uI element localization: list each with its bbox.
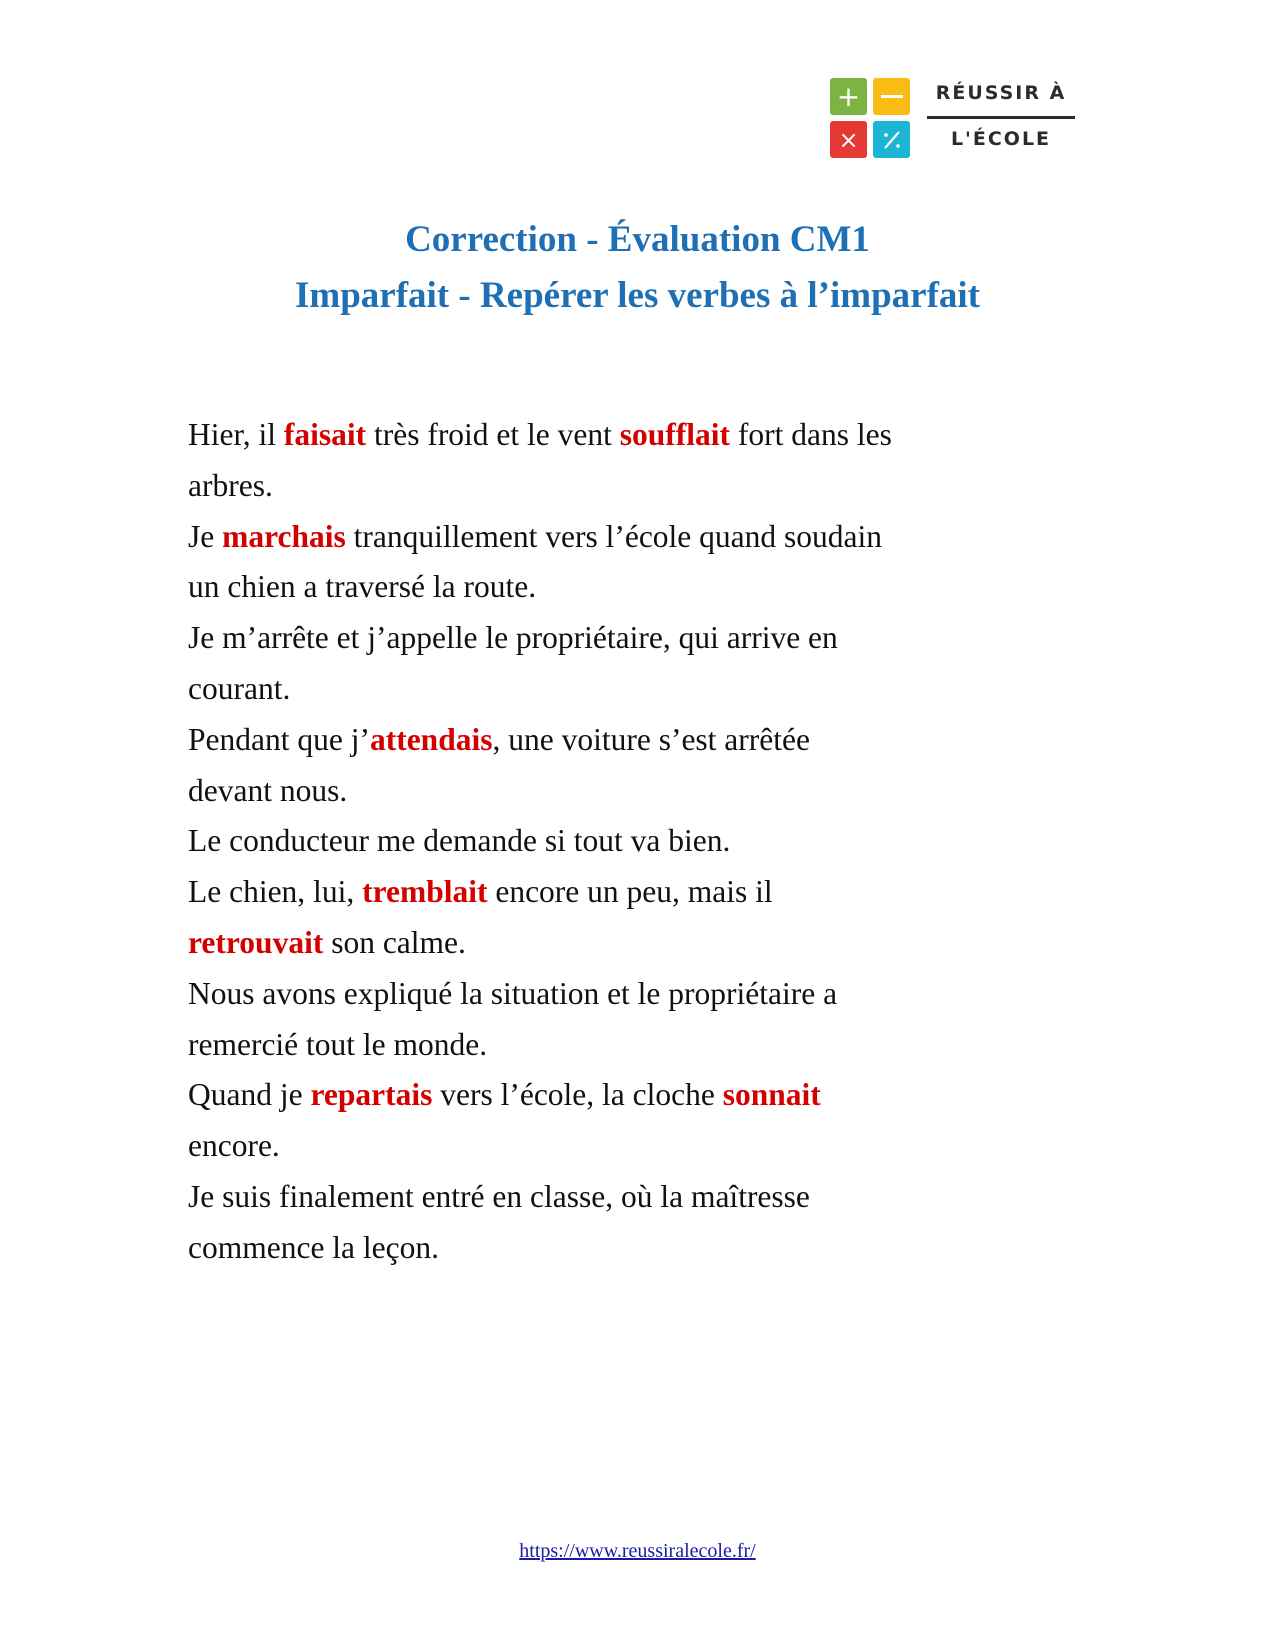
percent-glyph: [880, 128, 904, 152]
text-line: [188, 664, 1088, 715]
imparfait-verb: soufflait: [619, 417, 731, 452]
text-segment: Je m’arrête et j’appelle le propriétaire, qui arrive en: [188, 620, 838, 656]
text-segment: Le chien, lui,: [188, 874, 363, 910]
text-line: [188, 1070, 1088, 1121]
logo-divider: [927, 116, 1075, 119]
text-segment: arbres.: [188, 467, 273, 503]
text-segment: courant.: [188, 670, 291, 706]
text-line: [188, 867, 1088, 918]
text-segment: Le conducteur me demande si tout va bien.: [188, 823, 731, 859]
text-segment: devant nous.: [188, 772, 348, 808]
imparfait-verb: tremblait: [362, 874, 488, 910]
imparfait-verb: marchais: [222, 518, 346, 554]
imparfait-verb: faisait: [283, 417, 367, 452]
text-line: [188, 715, 1088, 766]
text-line: [188, 969, 1088, 1020]
times-icon: ×: [830, 121, 867, 158]
text-segment: son calme.: [323, 924, 466, 960]
text-line: [188, 562, 1088, 613]
text-line: [188, 1020, 1088, 1071]
logo-text-bottom: L'ÉCOLE: [950, 128, 1052, 150]
text-line: [188, 918, 1088, 969]
logo-text-top: RÉUSSIR À: [935, 82, 1067, 104]
text-line: [188, 512, 1088, 563]
text-segment: tranquillement vers l’école quand soudain: [345, 518, 883, 554]
text-segment: Je suis finalement entré en classe, où la maîtresse: [188, 1178, 810, 1214]
logo: [830, 78, 1075, 162]
text-line: [188, 1223, 1088, 1274]
page-title: Correction - Évaluation CM1: [405, 219, 870, 260]
text-segment: encore un peu, mais il: [487, 874, 773, 910]
percent-icon: [873, 121, 910, 158]
website-link[interactable]: https://www.reussiralecole.fr/: [519, 1540, 756, 1562]
text-segment: commence la leçon.: [188, 1229, 440, 1265]
text-segment: un chien a traversé la route.: [188, 569, 537, 605]
text-segment: fort dans les: [730, 417, 892, 452]
imparfait-verb: sonnait: [722, 1077, 821, 1113]
imparfait-verb: repartais: [310, 1077, 433, 1113]
footer: [0, 1540, 1275, 1563]
text-line: [188, 816, 1088, 867]
imparfait-verb: retrouvait: [188, 924, 324, 960]
text-line: [188, 410, 1088, 461]
logo-tiles: [830, 78, 914, 162]
text-segment: vers l’école, la cloche: [432, 1077, 723, 1113]
text-segment: , une voiture s’est arrêtée: [492, 721, 810, 757]
text-line: [188, 766, 1088, 817]
text-segment: remercié tout le monde.: [188, 1026, 488, 1062]
text-segment: Pendant que j’: [188, 721, 370, 757]
text-line: [188, 1172, 1088, 1223]
plus-icon: +: [830, 78, 867, 115]
text-segment: très froid et le vent: [366, 417, 620, 452]
text-segment: Nous avons expliqué la situation et le propriétaire a: [188, 975, 838, 1011]
minus-icon: [873, 78, 910, 115]
text-segment: Quand je: [188, 1077, 311, 1113]
text-line: [188, 461, 1088, 512]
text-line: [188, 1121, 1088, 1172]
text-line: [188, 613, 1088, 664]
text-segment: Je: [188, 518, 223, 554]
imparfait-verb: attendais: [369, 721, 493, 757]
exercise-text: [188, 410, 1088, 1274]
text-segment: Hier, il: [188, 417, 284, 452]
page-subtitle: Imparfait - Repérer les verbes à l’imparfait: [294, 275, 980, 316]
text-segment: encore.: [188, 1128, 280, 1164]
